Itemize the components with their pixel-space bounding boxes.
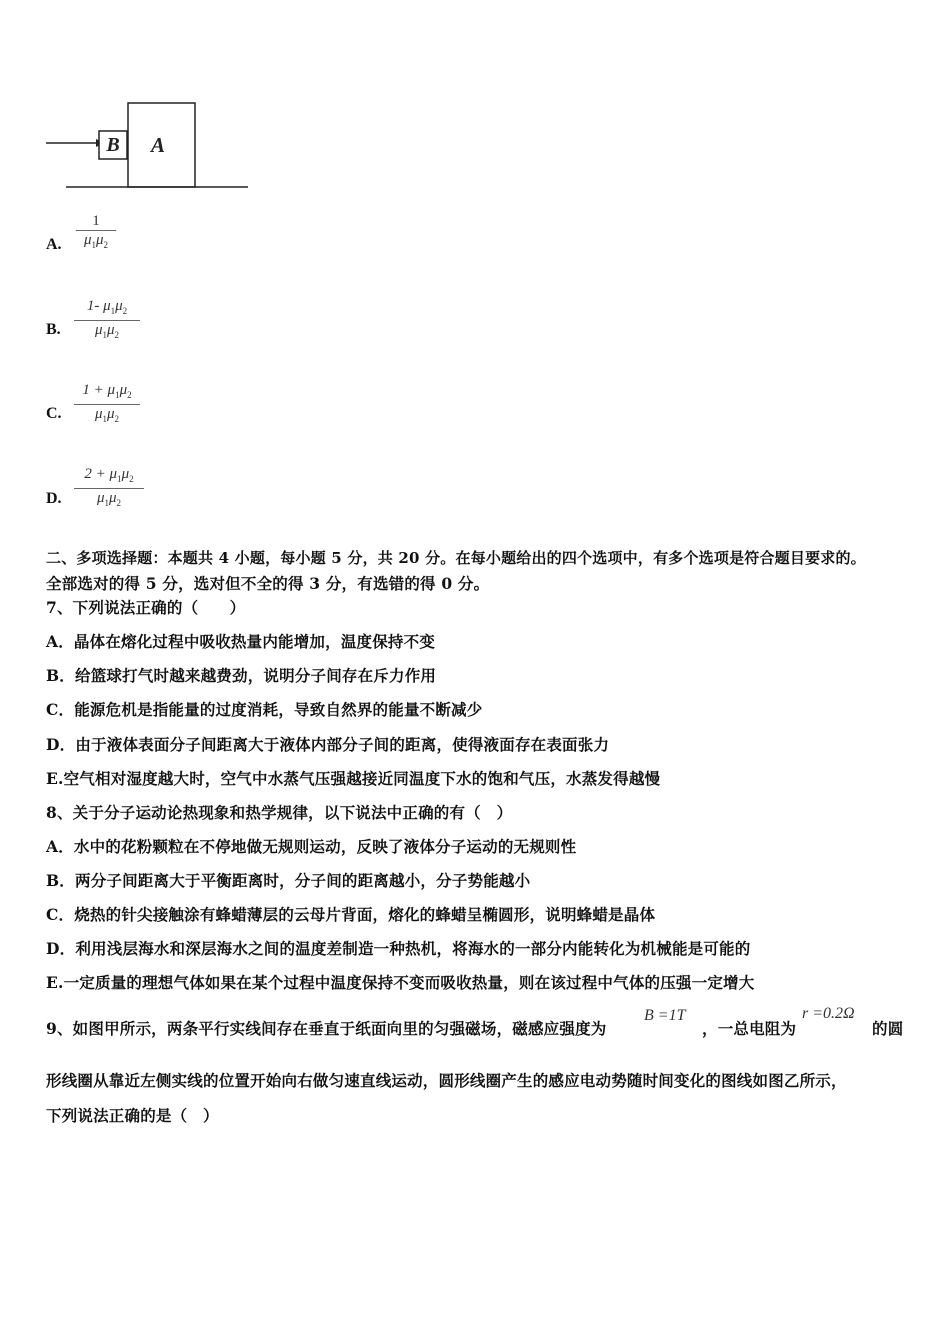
q8-option-a: A．水中的花粉颗粒在不停地做无规则运动，反映了液体分子运动的无规则性 bbox=[46, 837, 577, 856]
option-b-label: B. bbox=[46, 321, 61, 338]
q9-magnetic-field-value: B =1T bbox=[644, 1007, 686, 1024]
q8-option-c: C．烧热的针尖接触涂有蜂蜡薄层的云母片背面，熔化的蜂蜡呈椭圆形，说明蜂蜡是晶体 bbox=[46, 905, 656, 924]
block-figure bbox=[44, 98, 254, 194]
option-a-denominator: $\mu_1\mu_2$ bbox=[83, 232, 109, 250]
q8-option-d: D．利用浅层海水和深层海水之间的温度差制造一种热机，将海水的一部分内能转化为机械能是可能的 bbox=[46, 939, 751, 958]
option-a-numerator: 1 bbox=[92, 213, 100, 229]
q8-option-e: E.一定质量的理想气体如果在某个过程中温度保持不变而吸收热量，则在该过程中气体的压强一定增大 bbox=[46, 973, 755, 992]
q8-option-b: B．两分子间距离大于平衡距离时，分子间的距离越小，分子势能越小 bbox=[46, 871, 531, 890]
section2-heading-line2: 全部选对的得 5 分，选对但不全的得 3 分，有选错的得 0 分。 bbox=[46, 574, 490, 593]
q9-stem-part2: ，一总电阻为 bbox=[702, 1019, 797, 1038]
option-d-fraction bbox=[74, 465, 144, 512]
option-c-numerator: $1 + \mu_1\mu_2$ bbox=[82, 382, 132, 400]
q9-stem-part3: 的圆 bbox=[872, 1019, 904, 1038]
option-d-numerator: $2 + \mu_1\mu_2$ bbox=[84, 466, 134, 484]
q9-resistance-value: r =0.2Ω bbox=[802, 1005, 855, 1022]
block-a-label: A bbox=[150, 133, 166, 157]
option-c-denominator: $\mu_1\mu_2$ bbox=[94, 406, 120, 424]
block-diagram-svg bbox=[44, 98, 254, 194]
q7-option-b: B．给篮球打气时越来越费劲，说明分子间存在斥力作用 bbox=[46, 666, 437, 685]
option-b-denominator: $\mu_1\mu_2$ bbox=[94, 322, 120, 340]
option-b-fraction bbox=[74, 297, 140, 344]
q7-option-d: D．由于液体表面分子间距离大于液体内部分子间的距离，使得液面存在表面张力 bbox=[46, 735, 610, 754]
option-b-numerator: 1- $\mu_1\mu_2$ bbox=[86, 298, 128, 316]
q8-stem: 8、关于分子运动论热现象和热学规律，以下说法中正确的有（ ） bbox=[46, 803, 513, 822]
option-d-label: D. bbox=[46, 490, 62, 507]
q9-stem-line3: 下列说法正确的是（ ） bbox=[46, 1106, 219, 1125]
section2-heading-line1: 二、多项选择题：本题共 4 小题，每小题 5 分，共 20 分。在每小题给出的四个选项中，有多个选项是符合题目要求的。 bbox=[46, 549, 866, 567]
block-b-label: B bbox=[106, 134, 120, 156]
option-d-denominator: $\mu_1\mu_2$ bbox=[96, 490, 122, 508]
option-a-fraction bbox=[76, 212, 116, 254]
q7-option-a: A．晶体在熔化过程中吸收热量内能增加，温度保持不变 bbox=[46, 632, 436, 651]
q9-stem-part1: 9、如图甲所示，两条平行实线间存在垂直于纸面向里的匀强磁场，磁感应强度为 bbox=[46, 1019, 607, 1038]
option-a-label: A. bbox=[46, 236, 62, 253]
q7-option-e: E.空气相对湿度越大时，空气中水蒸气压强越接近同温度下水的饱和气压，水蒸发得越慢 bbox=[46, 769, 661, 788]
q9-stem-line2: 形线圈从靠近左侧实线的位置开始向右做匀速直线运动，圆形线圈产生的感应电动势随时间变化的图线如图乙所示， bbox=[46, 1071, 847, 1090]
option-c-fraction bbox=[74, 381, 140, 428]
q7-stem: 7、下列说法正确的（ ） bbox=[46, 598, 246, 617]
q7-option-c: C．能源危机是指能量的过度消耗，导致自然界的能量不断减少 bbox=[46, 700, 483, 719]
option-c-label: C. bbox=[46, 405, 62, 422]
